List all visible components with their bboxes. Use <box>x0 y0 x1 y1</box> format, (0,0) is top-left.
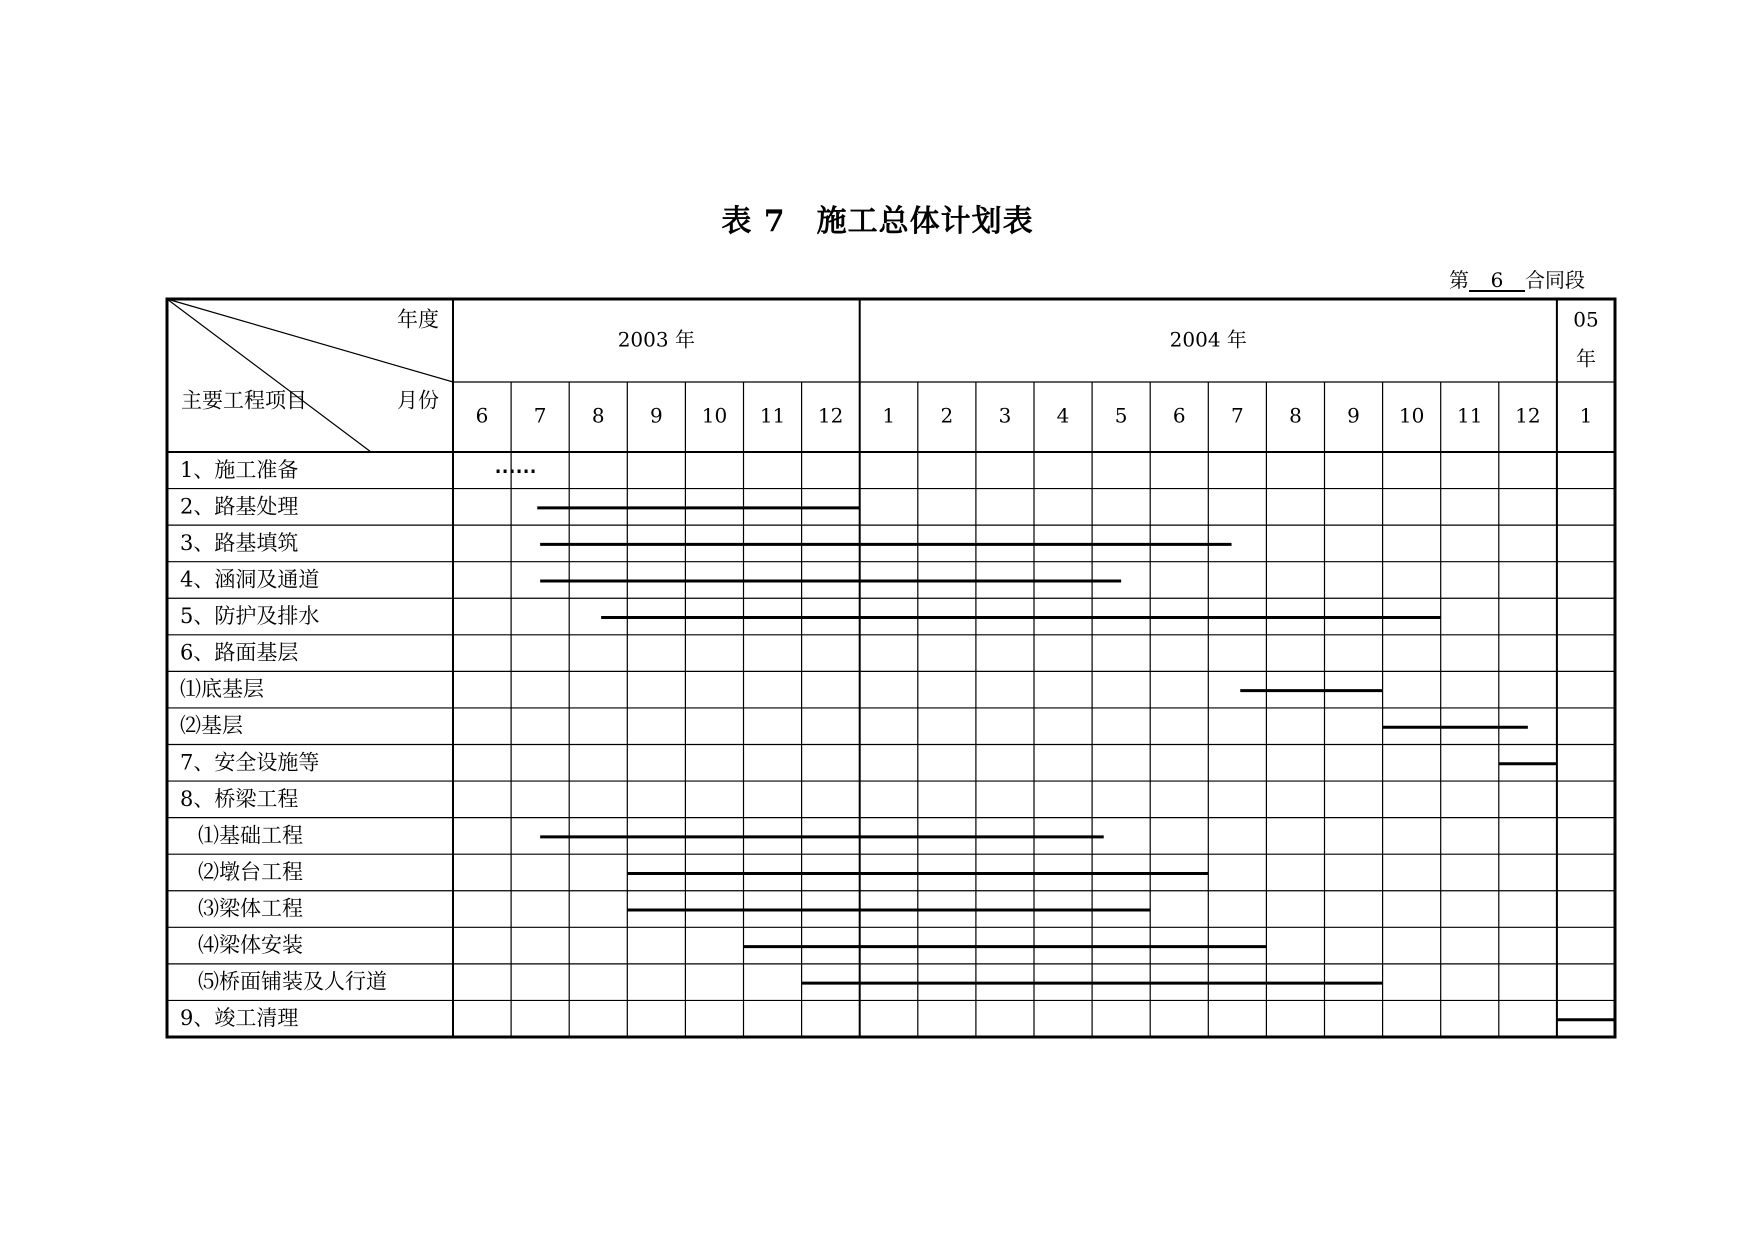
row-label: 1、施工准备 <box>180 457 299 482</box>
month-label: 10 <box>701 403 728 428</box>
table-header <box>167 299 1599 452</box>
year-label: 05 <box>1573 307 1599 332</box>
schedule-bars <box>497 471 1615 1019</box>
month-label: 7 <box>1230 403 1244 428</box>
header-diagonal-line <box>167 299 371 452</box>
table-row <box>180 677 264 701</box>
month-header-label: 月份 <box>397 388 439 413</box>
table-row <box>180 714 243 738</box>
row-label: 3、路基填筑 <box>180 530 299 555</box>
month-label: 6 <box>1172 403 1186 428</box>
row-label: ⑶梁体工程 <box>198 896 303 921</box>
month-label: 12 <box>1515 403 1541 428</box>
row-label: 7、安全设施等 <box>180 750 320 775</box>
table-row <box>198 897 303 921</box>
year-label: 年 <box>1575 346 1596 371</box>
page-title: 表 7 施工总体计划表 <box>721 204 1034 239</box>
month-label: 10 <box>1398 403 1425 428</box>
year-header-label: 年度 <box>397 307 439 332</box>
row-label: 2、路基处理 <box>180 494 299 519</box>
month-label: 11 <box>1457 403 1483 428</box>
row-label: ⑴底基层 <box>180 677 264 702</box>
table-row <box>180 567 319 591</box>
table-row <box>198 933 303 957</box>
month-label: 2 <box>940 403 954 428</box>
table-row <box>198 970 387 994</box>
month-label: 3 <box>998 403 1012 428</box>
row-label: 5、防护及排水 <box>180 604 320 629</box>
table-row <box>180 750 319 774</box>
month-label: 6 <box>475 403 489 428</box>
row-label: ⑵基层 <box>180 713 243 738</box>
table-row <box>180 604 319 628</box>
table-row <box>198 860 303 884</box>
table-row <box>180 1006 298 1030</box>
month-label: 12 <box>817 403 844 428</box>
month-label: 9 <box>649 403 663 428</box>
month-label: 5 <box>1114 403 1128 428</box>
month-label: 11 <box>759 403 786 428</box>
table-row <box>180 787 298 811</box>
table-row <box>180 494 298 518</box>
row-label: ⑴基础工程 <box>198 823 303 848</box>
contract-prefix: 第 <box>1449 268 1469 292</box>
item-header-label: 主要工程项目 <box>181 388 307 413</box>
contract-number: 6 <box>1469 270 1525 292</box>
row-label: ⑷梁体安装 <box>198 933 303 958</box>
row-label: 6、路面基层 <box>180 640 299 665</box>
row-label: 9、竣工清理 <box>180 1006 299 1031</box>
year-label: 2003 年 <box>617 327 695 352</box>
month-label: 1 <box>882 403 896 428</box>
table-row <box>180 641 298 665</box>
month-label: 8 <box>591 403 605 428</box>
month-label: 8 <box>1289 403 1302 428</box>
month-label: 1 <box>1579 403 1593 428</box>
row-label: 4、涵洞及通道 <box>180 567 320 592</box>
year-label: 2004 年 <box>1169 327 1247 352</box>
month-label: 7 <box>533 403 547 428</box>
table-row <box>198 823 303 847</box>
row-label: 8、桥梁工程 <box>180 786 299 811</box>
contract-suffix: 合同段 <box>1525 268 1585 292</box>
month-label: 4 <box>1056 403 1070 428</box>
month-label: 9 <box>1347 403 1360 428</box>
row-label: ⑸桥面铺装及人行道 <box>198 969 387 994</box>
row-label: ⑵墩台工程 <box>198 859 303 884</box>
table-row <box>180 458 298 482</box>
table-row <box>180 531 298 555</box>
